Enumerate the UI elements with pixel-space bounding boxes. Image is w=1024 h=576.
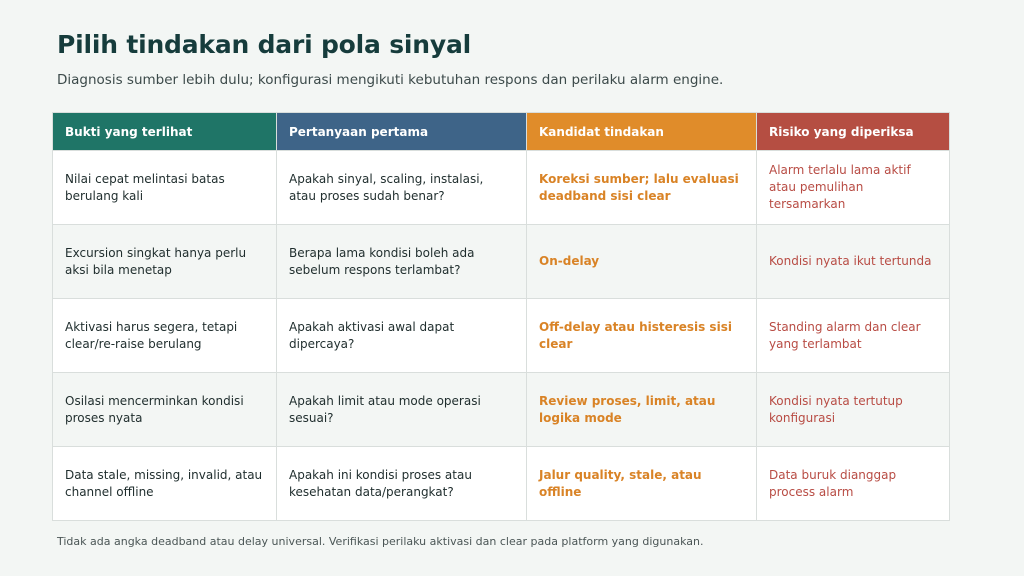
table-row [53,299,950,373]
cell-evidence: Nilai cepat melintasi batas berulang kali [53,151,277,225]
table-row [53,225,950,299]
header-evidence: Bukti yang terlihat [53,113,277,151]
cell-question: Berapa lama kondisi boleh ada sebelum respons terlambat? [277,225,527,299]
cell-risk: Data buruk dianggap process alarm [757,447,950,521]
table-row [53,447,950,521]
cell-question: Apakah ini kondisi proses atau kesehatan data/perangkat? [277,447,527,521]
cell-action: Review proses, limit, atau logika mode [527,373,757,447]
cell-risk: Standing alarm dan clear yang terlambat [757,299,950,373]
cell-evidence: Data stale, missing, invalid, atau channel offline [53,447,277,521]
cell-evidence: Excursion singkat hanya perlu aksi bila menetap [53,225,277,299]
cell-question: Apakah sinyal, scaling, instalasi, atau proses sudah benar? [277,151,527,225]
table-header-row [53,113,950,151]
cell-action: On-delay [527,225,757,299]
signal-action-table [52,112,950,521]
cell-action: Jalur quality, stale, atau offline [527,447,757,521]
footnote: Tidak ada angka deadband atau delay universal. Verifikasi perilaku aktivasi dan clear pada platform yang digunakan. [57,535,704,548]
cell-action: Koreksi sumber; lalu evaluasi deadband sisi clear [527,151,757,225]
table-row [53,151,950,225]
header-first-question: Pertanyaan pertama [277,113,527,151]
header-risk: Risiko yang diperiksa [757,113,950,151]
cell-evidence: Osilasi mencerminkan kondisi proses nyata [53,373,277,447]
cell-question: Apakah aktivasi awal dapat dipercaya? [277,299,527,373]
cell-risk: Kondisi nyata tertutup konfigurasi [757,373,950,447]
table-row [53,373,950,447]
header-action-candidate: Kandidat tindakan [527,113,757,151]
cell-risk: Kondisi nyata ikut tertunda [757,225,950,299]
cell-question: Apakah limit atau mode operasi sesuai? [277,373,527,447]
page-title: Pilih tindakan dari pola sinyal [57,30,471,59]
page-subtitle: Diagnosis sumber lebih dulu; konfigurasi mengikuti kebutuhan respons dan perilaku alarm engine. [57,72,724,88]
cell-risk: Alarm terlalu lama aktif atau pemulihan tersamarkan [757,151,950,225]
cell-evidence: Aktivasi harus segera, tetapi clear/re-raise berulang [53,299,277,373]
cell-action: Off-delay atau histeresis sisi clear [527,299,757,373]
